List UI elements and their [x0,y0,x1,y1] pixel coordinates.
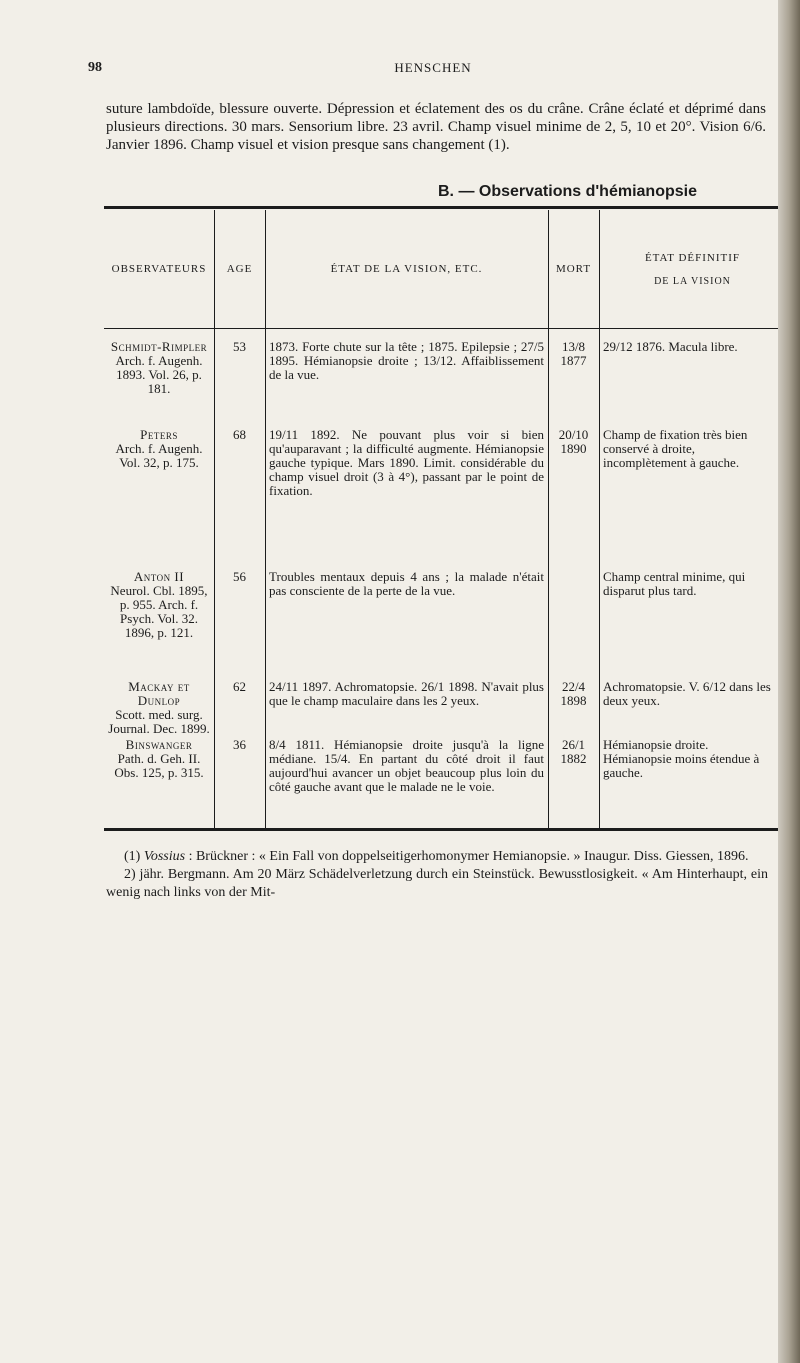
table-row-observer [106,428,212,470]
observer-name: Anton II [133,569,185,584]
page-binding-edge [778,0,800,1363]
header-final-line2: DE LA VISION [654,275,731,287]
page-number: 98 [88,60,102,75]
observer-name: Peters [140,427,178,442]
observer-reference: Arch. f. Augenh. Vol. 32, p. 175. [115,441,203,470]
vision-state: 1873. Forte chute sur la tête ; 1875. Epilepsie ; 27/5 1895. Hémianopsie droite ; 13/12. Affaiblissement de la vue. [269,339,544,382]
death-year-line: 1877 [560,353,587,368]
death-date [548,340,599,368]
age-value: 56 [233,569,246,584]
death-date-line: 20/10 [558,427,589,442]
footnote-author: Vossius [143,849,186,864]
death-date-line: 26/1 [561,737,586,752]
footnotes [106,848,768,902]
final-state: Hémianopsie droite. Hémianopsie moins étendue à gauche. [603,737,760,780]
observer-reference: Scott. med. surg. Journal. Dec. 1899. [108,707,210,736]
vision-state: 24/11 1897. Achromatopsie. 26/1 1898. N'avait plus que le champ maculaire dans les 2 yeux. [269,679,544,708]
observer-name: Schmidt-Rimpler [110,339,208,354]
footnote-1-text: : Brückner : « Ein Fall von doppelseitigerhomonymer Hemianopsie. » Inaugur. Diss. Giessen, 1896. [185,849,749,864]
final-state: 29/12 1876. Macula libre. [603,339,738,354]
intro-text: suture lambdoïde, blessure ouverte. Dépression et éclatement des os du crâne. Crâne éclaté et déprimé dans plusieurs directions. 30 mars. Sensorium libre. 23 avril. Champ visuel minime de 2, 5, 10 et 20°. Vision 6/6. Janvier 1896. Champ visuel et vision presque sans changement (1). [106,101,766,153]
observer-reference: Path. d. Geh. II. Obs. 125, p. 315. [114,751,204,780]
header-death: MORT [555,263,592,275]
table-bottom-rule [104,828,786,831]
death-date [548,738,599,766]
death-year-line: 1890 [560,441,587,456]
vision-state: 19/11 1892. Ne pouvant plus voir si bien qu'auparavant ; la difficulté augmente. Hémianopsie gauche typique. Mars 1890. Limit. considérable du champ visuel droit (3 à 4°), passant par le point de fixation. [269,427,544,498]
header-state: ÉTAT DE LA VISION, ETC. [330,263,483,275]
section-title: B. — Observations d'hémianopsie [438,183,697,200]
death-year-line: 1882 [560,751,587,766]
header-final [599,210,786,328]
death-date-line: 22/4 [561,679,586,694]
death-date [548,428,599,456]
observer-name: Binswanger [125,737,193,752]
table-row-observer [106,340,212,396]
age-value: 68 [233,427,246,442]
vision-state: Troubles mentaux depuis 4 ans ; la malade n'était pas consciente de la perte de la vue. [269,569,544,598]
header-age: AGE [226,263,253,275]
table-row-observer [106,738,212,780]
table-row-observer [106,680,212,736]
table-top-rule [104,206,786,209]
vision-state: 8/4 1811. Hémianopsie droite jusqu'à la ligne médiane. 15/4. En partant du côté droit il faut aujourd'hui avancer un objet beaucoup plus loin du côté gauche avant que le malade ne le voie. [269,737,544,794]
footnote-2: 2) jähr. Bergmann. Am 20 März Schädelverletzung durch ein Steinstück. Bewusstlosigkeit. « Am Hinterhaupt, ein wenig nach links von der Mit- [106,867,768,900]
death-date [548,680,599,708]
observer-reference: Arch. f. Augenh. 1893. Vol. 26, p. 181. [115,353,203,396]
final-state: Champ central minime, qui disparut plus tard. [603,569,746,598]
observer-name: Mackay et Dunlop [128,679,190,708]
table-header-rule [104,328,786,329]
header-observers: OBSERVATEURS [111,263,207,275]
death-year-line: 1898 [560,693,587,708]
table-row-observer [106,570,212,640]
observer-reference: Neurol. Cbl. 1895, p. 955. Arch. f. Psych. Vol. 32. 1896, p. 121. [110,583,208,640]
final-state: Champ de fixation très bien conservé à droite, incomplètement à gauche. [603,427,748,470]
intro-paragraph [106,100,766,154]
running-head: HENSCHEN [394,60,472,75]
death-date-line: 13/8 [561,339,586,354]
header-final-line1: ÉTAT DÉFINITIF [644,251,741,264]
age-value: 53 [233,339,246,354]
page-header [88,60,778,84]
age-value: 36 [233,737,246,752]
final-state: Achromatopsie. V. 6/12 dans les deux yeux. [603,679,771,708]
footnote-1: (1) Vossius : Brückner : « Ein Fall von doppelseitigerhomonymer Hemianopsie. » Inaugur. Diss. Giessen, 1896. [124,849,749,864]
age-value: 62 [233,679,246,694]
